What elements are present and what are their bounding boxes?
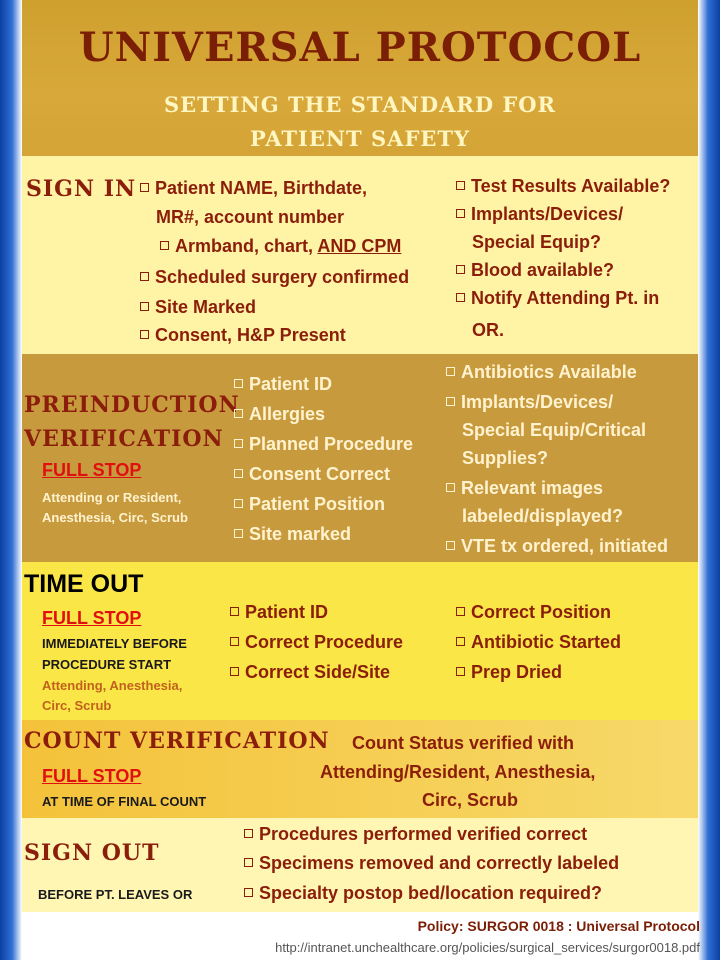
checkbox-icon — [230, 667, 239, 676]
full-stop-label: FULL STOP — [42, 460, 142, 480]
checkbox-icon — [230, 607, 239, 616]
preinduction-item: Patient Position — [234, 494, 385, 515]
full-stop-label: FULL STOP — [42, 766, 142, 786]
checkbox-icon — [234, 499, 243, 508]
sign-in-item: Site Marked — [140, 297, 256, 318]
checkbox-icon — [244, 829, 253, 838]
time-out-section — [22, 562, 698, 720]
time-out-note-line2: PROCEDURE START — [42, 657, 172, 672]
count-verification-heading: COUNT VERIFICATION — [24, 728, 330, 754]
count-note: AT TIME OF FINAL COUNT — [42, 794, 207, 809]
checkbox-icon — [456, 637, 465, 646]
time-out-heading: TIME OUT — [24, 570, 144, 598]
preinduction-note-line1: Attending or Resident, — [42, 490, 182, 505]
checkbox-icon — [160, 241, 169, 250]
checkbox-icon — [230, 637, 239, 646]
preinduction-item-continued: labeled/displayed? — [462, 506, 624, 526]
sign-in-item-continued: OR. — [472, 320, 505, 340]
time-out-item: Correct Position — [456, 602, 611, 623]
checkbox-icon — [140, 330, 149, 339]
time-out-item: Correct Side/Site — [230, 662, 390, 683]
sign-out-item: Specialty postop bed/location required? — [244, 883, 602, 904]
checkbox-icon — [456, 293, 465, 302]
preinduction-item: Planned Procedure — [234, 434, 413, 455]
sign-out-item: Procedures performed verified correct — [244, 824, 587, 845]
preinduction-item: Implants/Devices/ — [446, 392, 613, 413]
policy-reference: Policy: SURGOR 0018 : Universal Protocol — [417, 918, 700, 934]
sign-in-item: Consent, H&P Present — [140, 325, 346, 346]
sign-in-item: Implants/Devices/ — [456, 204, 623, 225]
time-out-item: Correct Procedure — [230, 632, 403, 653]
sign-out-item: Specimens removed and correctly labeled — [244, 853, 619, 874]
count-verification-section — [22, 720, 698, 818]
checkbox-icon — [234, 469, 243, 478]
time-out-note-line3: Attending, Anesthesia, — [42, 678, 183, 693]
preinduction-item: Relevant images — [446, 478, 603, 499]
checkbox-icon — [140, 272, 149, 281]
preinduction-item: Allergies — [234, 404, 325, 425]
preinduction-item: VTE tx ordered, initiated — [446, 536, 668, 557]
poster-title: UNIVERSAL PROTOCOL — [78, 24, 642, 71]
checkbox-icon — [456, 209, 465, 218]
protocol-poster — [22, 0, 698, 912]
checkbox-icon — [446, 367, 455, 376]
checkbox-icon — [234, 379, 243, 388]
checkbox-icon — [244, 858, 253, 867]
checkbox-icon — [140, 183, 149, 192]
checkbox-icon — [244, 888, 253, 897]
count-status-line3: Circ, Scrub — [422, 790, 519, 810]
preinduction-heading-line1: PREINDUCTION — [24, 392, 240, 418]
preinduction-section — [22, 354, 698, 562]
time-out-item: Prep Dried — [456, 662, 562, 683]
sign-in-item: Patient NAME, Birthdate, — [140, 178, 367, 199]
checkbox-icon — [456, 265, 465, 274]
preinduction-note-line2: Anesthesia, Circ, Scrub — [42, 510, 188, 525]
sign-out-note: BEFORE PT. LEAVES OR — [38, 887, 193, 902]
preinduction-item-continued: Supplies? — [462, 448, 549, 468]
preinduction-item-continued: Special Equip/Critical — [462, 420, 647, 440]
checkbox-icon — [456, 607, 465, 616]
checkbox-icon — [446, 397, 455, 406]
preinduction-item: Patient ID — [234, 374, 332, 395]
count-status-line2: Attending/Resident, Anesthesia, — [320, 762, 596, 782]
sign-in-item: Notify Attending Pt. in — [456, 288, 659, 309]
preinduction-item: Site marked — [234, 524, 351, 545]
preinduction-item: Consent Correct — [234, 464, 390, 485]
sign-in-item: Test Results Available? — [456, 176, 670, 197]
checkbox-icon — [456, 667, 465, 676]
sign-in-item-continued: MR#, account number — [156, 207, 345, 227]
count-status-line1: Count Status verified with — [352, 733, 575, 753]
time-out-item: Patient ID — [230, 602, 328, 623]
sign-in-item: Scheduled surgery confirmed — [140, 267, 409, 288]
sign-in-item: Blood available? — [456, 260, 614, 281]
header-section — [22, 0, 698, 156]
checkbox-icon — [234, 439, 243, 448]
checkbox-icon — [446, 541, 455, 550]
checkbox-icon — [456, 181, 465, 190]
time-out-note-line4: Circ, Scrub — [42, 698, 112, 713]
time-out-item: Antibiotic Started — [456, 632, 621, 653]
sign-out-section — [22, 818, 698, 912]
time-out-note-line1: IMMEDIATELY BEFORE — [42, 636, 187, 651]
sign-in-item-continued: Special Equip? — [472, 232, 602, 252]
poster-subtitle-line2: PATIENT SAFETY — [250, 126, 470, 151]
checkbox-icon — [446, 483, 455, 492]
preinduction-heading-line2: VERIFICATION — [24, 426, 224, 452]
checkbox-icon — [140, 302, 149, 311]
sign-out-heading: SIGN OUT — [24, 840, 160, 866]
checkbox-icon — [234, 529, 243, 538]
sign-in-item: Armband, chart, AND CPM — [160, 236, 401, 257]
poster-subtitle-line1: SETTING THE STANDARD FOR — [164, 92, 556, 117]
checkbox-icon — [234, 409, 243, 418]
preinduction-item: Antibiotics Available — [446, 362, 637, 383]
sign-in-section — [22, 156, 698, 354]
full-stop-label: FULL STOP — [42, 608, 142, 628]
policy-url-link[interactable]: http://intranet.unchealthcare.org/policies/surgical_services/surgor0018.pdf — [275, 940, 700, 955]
sign-in-heading: SIGN IN — [26, 176, 137, 202]
